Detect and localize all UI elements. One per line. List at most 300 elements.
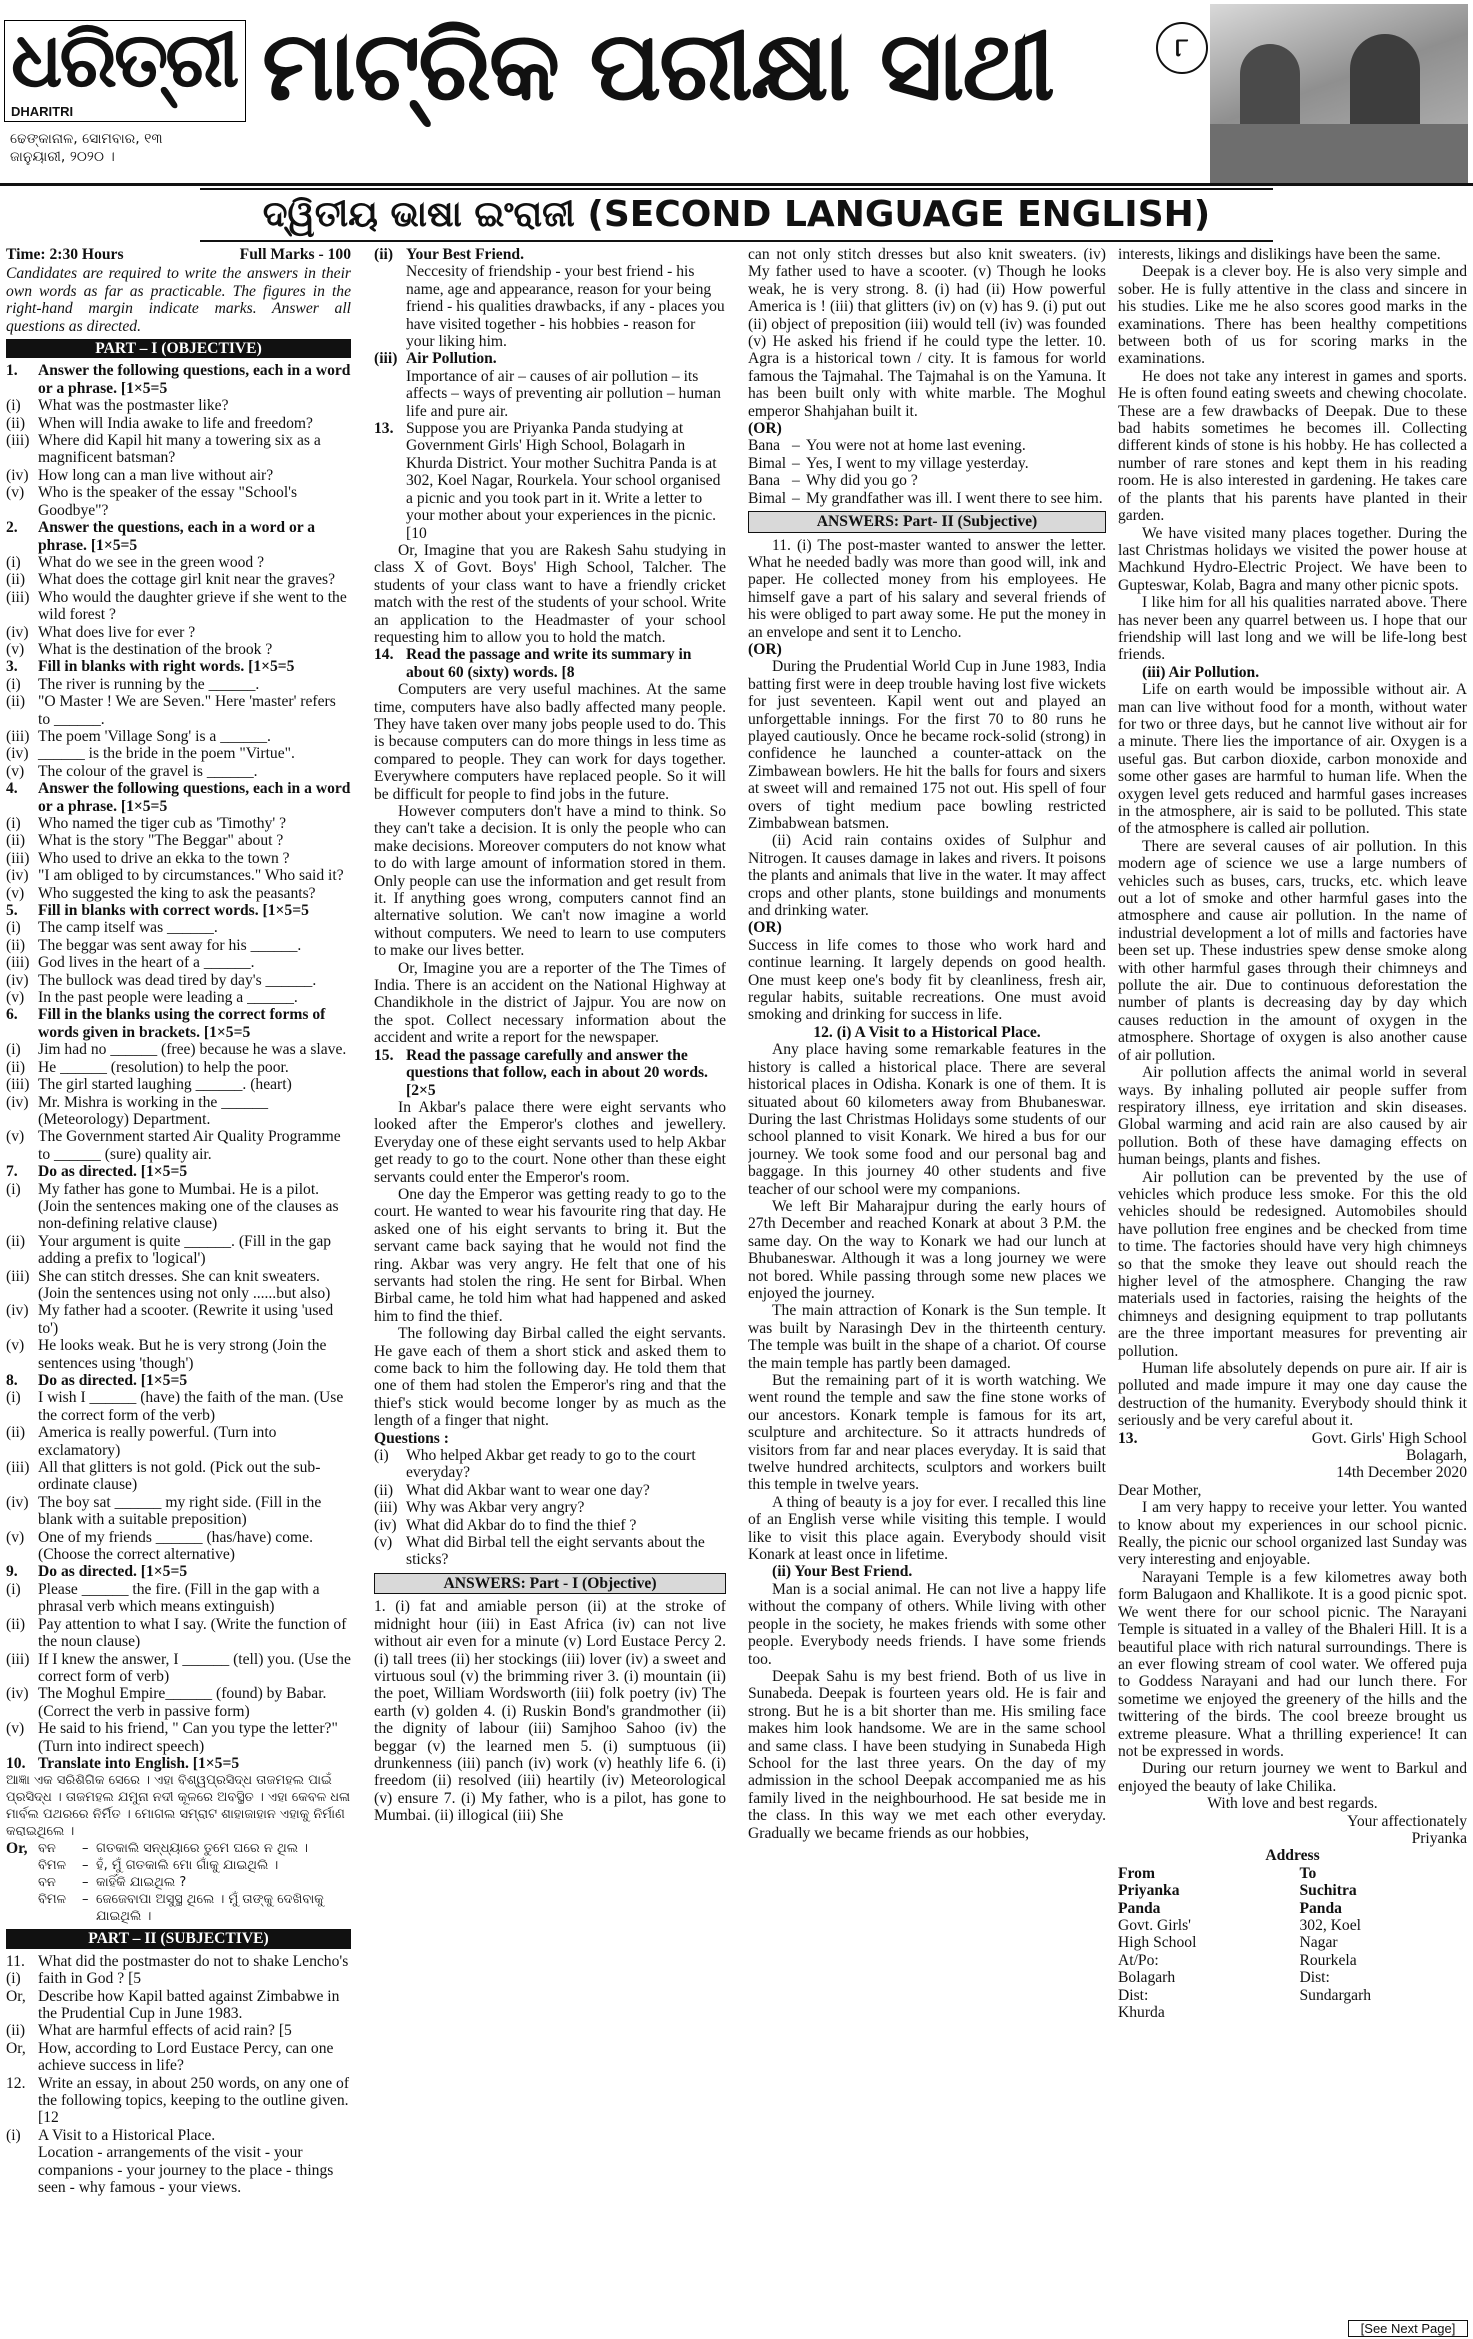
dialogue-line xyxy=(38,1874,351,1891)
question-item xyxy=(6,1041,351,1058)
item-text: A Visit to a Historical Place. xyxy=(38,2126,216,2144)
item-number: (v) xyxy=(6,989,25,1007)
question-heading xyxy=(6,1372,351,1389)
item-text: In the past people were leading a ______. xyxy=(38,989,298,1007)
line-text: My grandfather was ill. I went there to see him. xyxy=(806,489,1103,507)
item-number: (iv) xyxy=(6,1093,29,1111)
item-text: The poem 'Village Song' is a ______. xyxy=(38,727,271,745)
paragraph: We left Bir Maharajpur during the early hours of 27th December and reached Konark at about 3 P.M. the same day. On the way to Konark we had our lunch at Bhubaneswar. Although it was a long journey we were not bored. While passing through some new places we enjoyed the journey. xyxy=(748,1197,1106,1302)
line-text: Why did you go ? xyxy=(806,472,918,490)
item-text: Fill in blanks with correct words. [1×5=5 xyxy=(38,902,309,920)
item-number: (v) xyxy=(6,884,25,902)
dash: – xyxy=(82,1892,89,1908)
question-15 xyxy=(374,1047,726,1099)
dialogue-line xyxy=(748,472,1106,489)
item-number: (v) xyxy=(6,1337,25,1355)
item-text: The bullock was dead tired by day's ______. xyxy=(38,971,317,989)
page-number-badge: ୮ xyxy=(1156,22,1208,74)
photo-desk xyxy=(1210,124,1468,184)
question-item xyxy=(6,2127,351,2144)
item-number: (iii) xyxy=(6,1267,30,1285)
item-number: (ii) xyxy=(374,246,394,263)
translate-or xyxy=(6,1840,351,1925)
address-heading: Address xyxy=(1265,1847,1320,1865)
from-line: Dist: Khurda xyxy=(1118,1986,1165,2022)
item-number: 8. xyxy=(6,1372,18,1389)
item-text: Mr. Mishra is working in the ______ (Meteorology) Department. xyxy=(38,1093,268,1128)
item-text: Air Pollution. xyxy=(406,350,497,368)
answer-12-essay xyxy=(748,1041,1106,1563)
item-text: He ______ (resolution) to help the poor. xyxy=(38,1058,289,1076)
question-item xyxy=(6,1181,351,1233)
question-item xyxy=(6,2022,351,2039)
speaker: Bana xyxy=(748,472,781,490)
paragraph: However computers don't have a mind to think. So they can't take a decision. It is only the people who can make decisions. Moreover computers do not know what to do with large amount of information stored in them. Only people can use the information and get result from it. If anything goes wrong, computers cannot find an alternative solution. We can't now imagine a world without computers. We need to learn to use computers to make our lives better. xyxy=(374,803,726,960)
question-heading xyxy=(6,658,351,675)
masthead-rule xyxy=(0,183,1473,186)
item-number: (ii) xyxy=(6,414,26,432)
question-14 xyxy=(374,646,726,681)
item-number: (iv) xyxy=(6,867,29,885)
question-heading xyxy=(6,1006,351,1041)
question-item xyxy=(6,832,351,849)
passage-15 xyxy=(374,1099,726,1430)
students-exam-photo xyxy=(1210,4,1468,184)
item-text: Answer the following questions, each in a word or a phrase. [1×5=5 xyxy=(38,362,351,397)
item-text: Fill in blanks with right words. [1×5=5 xyxy=(38,658,295,676)
item-number: (i) xyxy=(6,675,21,693)
speaker: Bana xyxy=(748,437,781,455)
question-heading xyxy=(6,519,351,554)
from-line: At/Po: Bolagarh xyxy=(1118,1951,1176,1987)
answer-11-ii-or: Success in life comes to those who work hard and continue learning. It largely depends on good health. One must keep one's body fit by cleanliness, fresh air, regular habits, suitable recreations. One must avoid smoking and drinking for success in life. xyxy=(748,936,1106,1024)
item-text: What does live for ever ? xyxy=(38,623,196,641)
item-number: (i) xyxy=(6,2126,21,2144)
question-item xyxy=(6,1424,351,1459)
item-number: (iv) xyxy=(6,745,29,763)
question-item xyxy=(6,867,351,884)
item-text: Who helped Akbar get ready to go to the court everyday? xyxy=(406,1447,696,1482)
item-number: (ii) xyxy=(374,1481,394,1499)
question-item xyxy=(6,571,351,588)
dateline-line-2: ଜାନୁୟାରୀ, ୨୦୨୦ । xyxy=(10,149,115,165)
question-item xyxy=(6,1581,351,1616)
question-item xyxy=(374,1517,726,1534)
translate-passage: ଆଜ୍ଞା ଏକ ସରିଶିଗିକ ସେରେ । ଏହା ବିଶ୍ୱପ୍ରସିଦ୍ଧ ତାଜମହଲ ପାଇଁ ପ୍ରସିଦ୍ଧ । ତାଜମହଲ ଯମୁନା ନଦୀ କୂଳରେ ଅବସ୍ଥିତ । ଏହା କେବଳ ଧଳା ମାର୍ବଲ ପଥରରେ ନିର୍ମିତ । ମୋଗଲ ସମ୍ରାଟ ଶାହାଜାହାନ ଏହାକୁ ନିର୍ମାଣ କରାଇଥିଲେ । xyxy=(6,1773,351,1840)
item-text: Fill in the blanks using the correct forms of words given in brackets. [1×5=5 xyxy=(38,1006,326,1041)
logo-text: ଧରିତ୍ରୀ xyxy=(11,15,237,104)
speaker: ବନ xyxy=(38,1875,56,1891)
question-item xyxy=(6,415,351,432)
question-item xyxy=(6,693,351,728)
item-number: (iv) xyxy=(374,1516,397,1534)
question-item xyxy=(6,397,351,414)
item-text: One of my friends ______ (has/have) come. (Choose the correct alternative) xyxy=(38,1528,313,1564)
item-number: (i) xyxy=(6,1041,21,1059)
item-number: 6. xyxy=(6,1006,18,1024)
item-number: 15. xyxy=(374,1046,394,1064)
dateline xyxy=(10,130,240,166)
item-number: (i) xyxy=(6,815,21,832)
question-item xyxy=(6,1685,351,1720)
item-text: What is the destination of the brook ? xyxy=(38,640,273,658)
item-text: What did Akbar want to wear one day? xyxy=(406,1481,650,1499)
item-number: 13. xyxy=(374,420,394,438)
item-number: (ii) xyxy=(6,1615,26,1633)
paragraph: interests, likings and dislikings have been the same. xyxy=(1118,246,1441,263)
item-number: (i) xyxy=(6,1580,21,1598)
item-number: 2. xyxy=(6,519,18,537)
letter-salutation: Dear Mother, xyxy=(1118,1481,1202,1499)
paragraph: Human life absolutely depends on pure air. If air is polluted and made impure it may one day cause the destruction of the humanity. Everybody should think it seriously and be very careful about it. xyxy=(1118,1360,1467,1430)
item-number: (iii) xyxy=(6,1650,30,1668)
dash: – xyxy=(82,1841,89,1857)
item-number: (iii) xyxy=(374,1499,398,1517)
item-text: The colour of the gravel is ______. xyxy=(38,762,258,780)
item-text: She can stitch dresses. She can knit sweaters. (Join the sentences using not only ......but also) xyxy=(38,1267,331,1302)
item-text: If I knew the answer, I ______ (tell) you. (Use the correct form of verb) xyxy=(38,1650,351,1685)
item-number: 10. xyxy=(6,1754,26,1772)
paragraph: I like him for all his qualities narrated above. There has never been any quarrel between us. I hope that our friendship will last long and we will be life-long best friends. xyxy=(1118,594,1467,664)
item-number: (iii) xyxy=(6,849,30,867)
item-text: How, according to Lord Eustace Percy, can one achieve success in life? xyxy=(38,2039,334,2075)
item-number: (iv) xyxy=(6,623,29,641)
item-number: (v) xyxy=(6,1528,25,1546)
speaker: ବିମଳ xyxy=(38,1858,66,1874)
item-number: (ii) xyxy=(6,1232,26,1250)
item-number: (v) xyxy=(374,1534,393,1552)
item-text: Your argument is quite ______. (Fill in the gap adding a prefix to 'logical') xyxy=(38,1232,332,1268)
item-number: 11.(i) xyxy=(6,1952,25,1988)
item-number: (v) xyxy=(6,484,25,502)
item-text: The beggar was sent away for his ______. xyxy=(38,936,302,954)
item-text: Who named the tiger cub as 'Timothy' ? xyxy=(38,815,286,832)
item-text: Answer the following questions, each in a word or a phrase. [1×5=5 xyxy=(38,780,351,815)
item-text: ______ is the bride in the poem "Virtue". xyxy=(38,745,295,763)
column-3 xyxy=(748,246,1106,2318)
item-text: What was the postmaster like? xyxy=(38,397,229,415)
item-number: 4. xyxy=(6,780,18,798)
item-text: Why was Akbar very angry? xyxy=(406,1499,585,1517)
item-text: He said to his friend, " Can you type the letter?" (Turn into indirect speech) xyxy=(38,1720,338,1755)
essay-topic-3 xyxy=(374,350,726,367)
question-item xyxy=(6,1720,351,1755)
item-text: Who would the daughter grieve if she went to the wild forest ? xyxy=(38,588,347,624)
essay-outline-3: Importance of air – causes of air pollution – its affects – ways of preventing air pollution – human life and pure air. xyxy=(406,367,721,420)
item-text: Read the passage and write its summary in about 60 (sixty) words. [8 xyxy=(406,646,692,681)
best-friend-essay-cont xyxy=(1118,246,1467,664)
part1-heading: PART – I (OBJECTIVE) xyxy=(6,339,351,358)
question-item xyxy=(6,728,351,745)
see-next-page: [See Next Page] xyxy=(1348,2320,1468,2337)
question-13-or: Or, Imagine that you are Rakesh Sahu studying in class X of Govt. Boys' High School, Talcher. The students of your class want to have a friendly cricket match with the rest of the students of your school. Write an application to the Headmaster of your school requesting him to allow you to hold the match. xyxy=(374,541,726,646)
paragraph: But the remaining part of it is worth watching. We went round the temple and saw the fine stone works of our ancestors. Konark temple is famous for its art, sculpture and architecture. So it attracts hundreds of visitors from far and near places everyday. It is said that twelve hundred architects, sculptors and workers built this temple in twelve years. xyxy=(748,1372,1106,1494)
item-number: (iii) xyxy=(6,1459,30,1477)
item-number: (ii) xyxy=(6,832,26,850)
item-number: (iv) xyxy=(6,1302,29,1320)
or-label: Or, xyxy=(6,1840,28,1858)
item-text: What do we see in the green wood ? xyxy=(38,553,265,571)
dialogue-line xyxy=(38,1891,351,1925)
dash: – xyxy=(82,1875,89,1891)
item-text: What did the postmaster do not to shake Lencho's faith in God ? [5 xyxy=(38,1952,349,1988)
question-item xyxy=(6,937,351,954)
line-text: କାହିଁକି ଯାଇଥିଲ ? xyxy=(96,1875,187,1891)
item-text: The Government started Air Quality Programme to ______ (sure) quality air. xyxy=(38,1128,341,1163)
item-text: Please ______ the fire. (Fill in the gap with a phrasal verb which means extinguish) xyxy=(38,1580,320,1616)
question-heading xyxy=(6,902,351,919)
paragraph: During our return journey we went to Barkul and enjoyed the beauty of lake Chilika. xyxy=(1118,1760,1467,1795)
exam-marks: Full Marks - 100 xyxy=(239,246,351,263)
letter-close: Your affectionately xyxy=(1347,1812,1467,1830)
question-item xyxy=(6,745,351,762)
item-text: Do as directed. [1×5=5 xyxy=(38,1163,188,1181)
speaker: ବନ xyxy=(38,1841,56,1857)
question-item xyxy=(6,589,351,624)
letter-header xyxy=(1118,1430,1467,1447)
question-item xyxy=(374,1534,726,1569)
item-number: (v) xyxy=(6,640,25,658)
letter-number: 13. xyxy=(1118,1429,1138,1447)
essay-topic-2 xyxy=(374,246,726,263)
item-number: (i) xyxy=(6,1389,21,1407)
to-line: Dist: Sundargarh xyxy=(1299,1969,1372,2004)
dash: – xyxy=(792,472,800,490)
item-number: 3. xyxy=(6,658,18,676)
question-item xyxy=(6,1616,351,1651)
section-subtitle: ଦ୍ୱିତୀୟ ଭାଷା ଇଂରାଜୀ (SECOND LANGUAGE ENGLISH) xyxy=(200,188,1273,242)
question-heading xyxy=(6,1563,351,1580)
item-number: (ii) xyxy=(6,1424,26,1442)
speaker: Bimal xyxy=(748,454,787,472)
item-number: 12. xyxy=(6,2074,26,2092)
item-number: (ii) xyxy=(6,936,26,954)
column-4 xyxy=(1118,246,1467,2318)
paragraph: Any place having some remarkable features in the history is called a historical place. There are several historical places in Odisha. Konark is one of them. It is situated about 60 kilometers away from Bhubaneswar. During the last Christmas Holidays some students of our school planned to visit Konark. We hired a bus for our journey. We took some food and our personal bag and baggage. In this journey 40 other students and five teacher of our school were my companions. xyxy=(748,1041,1106,1198)
line-text: You were not at home last evening. xyxy=(806,437,1026,455)
item-number: (i) xyxy=(374,1447,389,1465)
item-text: "O Master ! We are Seven." Here 'master' refers to ______. xyxy=(38,693,336,728)
photo-figure-1 xyxy=(1240,44,1300,134)
question-item xyxy=(6,624,351,641)
paragraph: Or, Imagine you are a reporter of the The Times of India. There is an accident on the National Highway at Chandikhole in the district of Jajpur. You are now on the spot. Collect necessary information about the accident and write a report for the newspaper. xyxy=(374,959,726,1047)
answers-continued: can not only stitch dresses but also knit sweaters. (iv) My father used to have a scooter. (v) Though he looks weak, he is very strong. 8. (i) had (ii) How powerful America is ! (iii) that glitters (iv) on (v) has 9. (i) put out (ii) object of preposition (iii) would tell (iv) was founded (v) He asked his friend if he could type the letter. 10. Agra is a historical town / city. It is famous for world famous the Tajmahal. The Tajmahal is on the Yamuna. It has been built only with white marble. The Moghul emperor Shahjahan built it. xyxy=(748,246,1106,420)
or-label: (OR) xyxy=(748,420,782,438)
essay-outline-2: Neccesity of friendship - your best friend - his name, age and appearance, reason for your being friend - his qualities drawbacks, if any - places you have visited together - his hobbies - reason for your liking him. xyxy=(406,263,725,351)
page-title: ମାଟ୍ରିକ ପରୀକ୍ଷା ସାଥୀ xyxy=(262,10,1053,122)
question-item xyxy=(6,1059,351,1076)
paragraph: Computers are very useful machines. At the same time, computers have also badly affected many people. They have taken over many jobs people used to do. This is because computers can do more things in less time as compared to people. They can work for days together. Everywhere computers have replaced people. So it will be difficult for people to find jobs in the future. xyxy=(374,681,726,803)
item-text: All that glitters is not gold. (Pick out the sub-ordinate clause) xyxy=(38,1459,321,1494)
question-item xyxy=(6,850,351,867)
item-number: (iv) xyxy=(6,1493,29,1511)
question-item xyxy=(6,972,351,989)
question-item xyxy=(6,954,351,971)
exam-instructions: Candidates are required to write the answers in their own words as far as practicable. The figures in the right-hand margin indicate marks. Answer all questions as directed. xyxy=(6,265,351,335)
question-item xyxy=(6,1128,351,1163)
letter-love: With love and best regards. xyxy=(1207,1795,1378,1813)
line-text: ଗତକାଲି ସନ୍ଧ୍ୟାରେ ତୁମେ ଘରେ ନ ଥିଲ । xyxy=(96,1841,309,1857)
item-text: What is the story "The Beggar" about ? xyxy=(38,832,284,850)
question-item xyxy=(6,1389,351,1424)
item-number: (iii) xyxy=(6,1076,30,1094)
answers-part1-text: 1. (i) fat and amiable person (ii) at the stroke of midnight hour (iii) in East Africa (iv) can not live without air even for a minute (v) Lord Eustace Percy 2. (i) tall trees (ii) her stockings (iii) lover (iv) a sweet and virtuous soul (v) the brimming river 3. (i) mountain (ii) the poet, William Wordsworth (iii) folk poetry (iv) The earth (v) golden 4. (i) Ruskin Bond's grandmother (ii) the dignity of labour (iii) Samjhoo Sahoo (iv) the beggar (v) the learned men 5. (i) sumptuous (ii) drunkenness (iii) panch (iv) work (v) heathly life 6. (i) freedom (ii) resolved (iii) heartily (iv) Meteorological (v) ensure 7. (i) My father, who is a pilot, has gone to Mumbai. (ii) illogical (iii) She xyxy=(374,1598,726,1825)
item-number: 7. xyxy=(6,1163,18,1181)
item-number: (iii) xyxy=(6,727,30,745)
address-to xyxy=(1299,1865,1467,2022)
question-item xyxy=(6,467,351,484)
to-line: 302, Koel Nagar xyxy=(1299,1917,1361,1952)
question-heading xyxy=(6,362,351,397)
item-text: Suppose you are Priyanka Panda studying at Government Girls' High School, Bolagarh in Khurda District. Your mother Suchitra Panda is at 302, Koel Nagar, Rourkela. Your school organised a picnic and you took part in it. Write a letter to your mother about your experiences in the picnic. [10 xyxy=(406,420,721,542)
paragraph: Air pollution can be prevented by the use of vehicles which produce less smoke. For this the old vehicles should be redesigned. Automobiles should have pollution free engines and be checked from time to time. The factories should have very high chimneys so that the smoke they leave out should reach the higher level of the atmosphere. Changing the raw materials used in factories, raising the heights of the chimneys and designing equipment to trap pollutants are the three important measures for preventing air pollution. xyxy=(1118,1168,1467,1360)
question-item xyxy=(6,815,351,832)
answer-12-ii-essay xyxy=(748,1581,1106,1842)
item-number: (iii) xyxy=(6,588,30,606)
question-item xyxy=(6,1268,351,1303)
item-number: 9. xyxy=(6,1563,18,1581)
question-13 xyxy=(374,420,726,542)
item-number: (ii) xyxy=(6,693,26,711)
part1-questions xyxy=(6,362,351,1772)
item-text: "I am obliged to by circumstances." Who said it? xyxy=(38,867,344,885)
question-item xyxy=(6,1459,351,1494)
answer-11-i: 11. (i) The post-master wanted to answer the letter. What he needed badly was more than good will, ink and paper. He collected money from his employees. He himself gave a part of his salary and several friends of his were obliged to part away some. He put the money in an envelope and sent it to Lencho. xyxy=(748,536,1106,641)
masthead xyxy=(0,0,1473,190)
paragraph: In Akbar's palace there were eight servants who looked after the Emperor's clothes and jewellery. Everyday one of these eight servants used to help Akbar get ready to go to the court. None other than these eight servants could enter the Emperor's room. xyxy=(374,1098,726,1186)
speaker: ବିମଳ xyxy=(38,1892,66,1908)
address-block xyxy=(1118,1865,1467,2022)
paragraph: One day the Emperor was getting ready to go to the court. He wanted to wear his favourite ring that day. He asked one of his eight servants to bring it. But the servant came back saying that he would not find the ring. Akbar was very angry. He felt that one of his servants had stolen the ring. He sent for Birbal. When Birbal came, he told him what had happened and asked him to find the thief. xyxy=(374,1185,726,1325)
or-label: (OR) xyxy=(748,919,782,937)
item-text: The girl started laughing ______. (heart) xyxy=(38,1076,292,1094)
dialogue-line xyxy=(748,455,1106,472)
question-heading xyxy=(6,1755,351,1772)
photo-figure-2 xyxy=(1350,34,1420,134)
item-text: Your Best Friend. xyxy=(406,246,524,263)
dash: – xyxy=(792,454,800,472)
question-item xyxy=(6,989,351,1006)
letter-signature: Priyanka xyxy=(1411,1829,1467,1847)
question-item xyxy=(6,676,351,693)
item-number: (v) xyxy=(6,762,25,780)
item-number: Or, xyxy=(6,1987,26,2005)
item-text: Read the passage carefully and answer the questions that follow, each in about 20 words. [2×5 xyxy=(406,1046,708,1099)
item-text: What does the cottage girl knit near the graves? xyxy=(38,571,336,589)
logo-subtext: DHARITRI xyxy=(11,104,74,119)
question-item xyxy=(6,1302,351,1337)
item-number: (iv) xyxy=(6,1685,29,1703)
item-number: (ii) xyxy=(6,2022,26,2040)
item-number: 5. xyxy=(6,902,18,920)
paragraph: Deepak is a clever boy. He is also very simple and sober. He is fully attentive in the class and sincere in his studies. Like me he also scores good marks in the examinations. There has been healthy competitions between both of us for scoring marks in the examinations. xyxy=(1118,263,1467,368)
paragraph: A thing of beauty is a joy for ever. I recalled this line of an English verse while visiting this temple. I would like to visit this place again. Everybody should visit Konark at least once in lifetime. xyxy=(748,1493,1106,1564)
question-item xyxy=(6,1651,351,1686)
paragraph: He does not take any interest in games and sports. He is often found eating sweets and chewing chocolate. These are a few drawbacks of Deepak. Due to these bad habits sometimes he becomes ill. Collecting different kinds of stone is his hobby. He has collected a number of rare stones and kept them in his reading room. He is also interested in gardening. He takes care of the plants that his parents have planted in their garden. xyxy=(1118,367,1467,525)
item-text: When will India awake to life and freedom? xyxy=(38,414,313,432)
question-item xyxy=(6,1076,351,1093)
item-text: Jim had no ______ (free) because he was a slave. xyxy=(38,1041,347,1059)
from-label: From xyxy=(1118,1864,1155,1882)
item-text: Do as directed. [1×5=5 xyxy=(38,1372,188,1389)
question-item xyxy=(6,1094,351,1129)
newspaper-logo xyxy=(4,15,246,122)
item-number: (iv) xyxy=(6,466,29,484)
question-item xyxy=(6,1233,351,1268)
question-item xyxy=(6,484,351,519)
item-number: (v) xyxy=(6,1128,25,1146)
letter-date: 14th December 2020 xyxy=(1336,1464,1467,1482)
item-number: (i) xyxy=(6,553,21,571)
paragraph: We have visited many places together. During the last Christmas holidays we visited the power house at Machkund Hydro-Electric Project. We have been to Gupteswar, Kolab, Bagra and many other picnic spots. xyxy=(1118,524,1467,594)
question-item xyxy=(6,1494,351,1529)
paragraph: There are several causes of air pollution. In this modern age of science we use a large numbers of vehicles such as buses, cars, trucks, etc. which leave out a lot of smoke and other harmful gases into the atmosphere and cause air pollution. In the name of industrial development a lot of mills and factories have been set up. These industries spew dense smoke along with other harmful gases through their chimneys and pollute the air. Due to continuous deforestation the number of plants is decreasing day by day which causes reduction in the amount of oxygen in the atmosphere. Shortage of oxygen is also another cause of air pollution. xyxy=(1118,837,1467,1064)
dateline-line-1: ଢେଙ୍କାନାଳ, ସୋମବାର, ୧୩ xyxy=(10,131,163,147)
questions-label: Questions : xyxy=(374,1429,449,1447)
from-line: Priyanka Panda xyxy=(1118,1882,1180,1917)
dash: – xyxy=(792,489,800,507)
essay-outline-1: Location - arrangements of the visit - your companions - your journey to the place - things seen - why famous - your views. xyxy=(38,2144,334,2197)
to-label: To xyxy=(1299,1864,1317,1882)
dash: – xyxy=(792,437,800,455)
speaker: Bimal xyxy=(748,489,787,507)
item-text: Answer the questions, each in a word or a phrase. [1×5=5 xyxy=(38,519,316,554)
or-label: (OR) xyxy=(748,640,782,658)
item-number: (i) xyxy=(6,1180,21,1198)
question-item xyxy=(6,2075,351,2127)
question-item xyxy=(6,763,351,780)
item-text: Where did Kapil hit many a towering six as a magnificent batsman? xyxy=(38,432,321,467)
question-item xyxy=(6,1529,351,1564)
item-text: Do as directed. [1×5=5 xyxy=(38,1563,188,1581)
item-text: My father has gone to Mumbai. He is a pilot. (Join the sentences making one of the clauses as non-defining relative clause) xyxy=(38,1180,339,1233)
dialogue-line xyxy=(748,490,1106,507)
item-number: (i) xyxy=(6,397,21,415)
item-number: 14. xyxy=(374,646,394,664)
address-from xyxy=(1118,1865,1286,2022)
item-text: What did Akbar do to find the thief ? xyxy=(406,1516,637,1534)
question-heading xyxy=(6,1163,351,1180)
answer-11-i-or: During the Prudential World Cup in June 1983, India batting first were in deep trouble having lost five wickets for just seventeen. Kapil went out and played an unforgettable innings. For the first 70 to 80 runs he played cautiously. Once he became rock-solid (strong) in confidence he launched a counter-attack on the Zimbawean bowlers. He hit the balls for fours and sixers at sweet will and remained 175 not out. His spell of four overs of tight medium pace bowling restricted Zimbabwean batsmen. xyxy=(748,658,1106,832)
item-number: (iv) xyxy=(6,971,29,989)
line-text: Yes, I went to my village yesterday. xyxy=(806,454,1029,472)
answer-12-heading: 12. (i) A Visit to a Historical Place. xyxy=(813,1023,1041,1041)
item-text: Who is the speaker of the essay "School's Goodbye"? xyxy=(38,484,298,519)
question-item xyxy=(6,1337,351,1372)
item-text: The boy sat ______ my right side. (Fill in the blank with a suitable preposition) xyxy=(38,1493,322,1529)
question-item xyxy=(6,2040,351,2075)
item-text: What did Birbal tell the eight servants about the sticks? xyxy=(406,1534,705,1569)
paragraph: Man is a social animal. He can not live a happy life without the company of others. While living with other people in the society, he makes friends with some other people. Everybody needs friends. I have some friends too. xyxy=(748,1580,1106,1668)
dialogue-line xyxy=(38,1857,351,1874)
item-text: What are harmful effects of acid rain? [5 xyxy=(38,2022,292,2040)
paragraph: Life on earth would be impossible without air. A man can live without food for a month, without water for two or three days, but he cannot live without air for a minute. There lies the importance of air. Oxygen is a useful gas. But carbon dioxide, carbon monoxide and some other gases are harmful to human life. When the oxygen level gets reduced and harmful gases increases in the atmosphere, air is said to be polluted. This state of the atmosphere is called air pollution. xyxy=(1118,681,1467,838)
part2-heading: PART – II (SUBJECTIVE) xyxy=(6,1929,351,1948)
item-number: 1. xyxy=(6,362,18,380)
answer-dialogue xyxy=(748,437,1106,507)
item-number: (iii) xyxy=(6,954,30,972)
air-pollution-essay xyxy=(1118,681,1467,1429)
item-number: Or, xyxy=(6,2039,26,2057)
part2-questions xyxy=(6,1953,351,2144)
paragraph: Deepak Sahu is my best friend. Both of us live in Sunabeda. Deepak is fourteen years old. He is fair and strong. But he is a bit shorter than me. His smiling face makes him look handsome. We are in the same school and same class. I have been studying in Sunabeda High School for the last three years. On the day of my admission in the school Deepak accompanied me as his family lived in the neighbourhood. He sat beside me in the class. In this way we met each other everyday. Gradually we became friends as our hobbies, xyxy=(748,1667,1106,1842)
paragraph: Air pollution affects the animal world in several ways. By inhaling polluted air people suffer from respiratory illness, eye irritation and skin diseases. Global warming and acid rain are also caused by air pollution. Both of these have damaging effects on human beings, plants and fishes. xyxy=(1118,1064,1467,1169)
question-item xyxy=(374,1499,726,1516)
question-item xyxy=(374,1447,726,1482)
item-text: God lives in the heart of a ______. xyxy=(38,954,255,972)
item-text: The river is running by the ______. xyxy=(38,675,260,693)
question-item xyxy=(6,554,351,571)
